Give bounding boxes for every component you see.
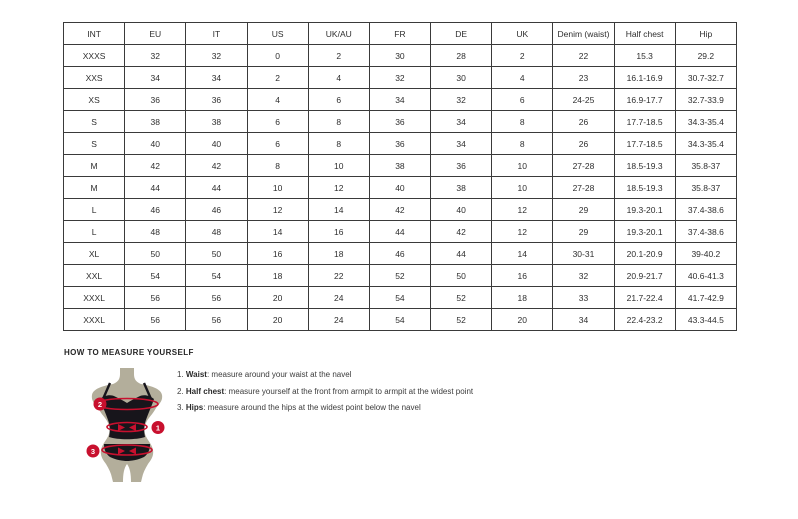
table-cell: 24 bbox=[308, 287, 369, 309]
measure-steps bbox=[177, 371, 473, 421]
table-cell: 56 bbox=[125, 287, 186, 309]
table-cell: 40 bbox=[186, 133, 247, 155]
table-cell: 26 bbox=[553, 111, 614, 133]
measure-step: 2. Half chest: measure yourself at the front from armpit to armpit at the widest point bbox=[177, 386, 474, 396]
table-cell: 6 bbox=[308, 89, 369, 111]
table-cell: 48 bbox=[125, 221, 186, 243]
table-cell: 32 bbox=[125, 45, 186, 67]
table-cell: 21.7-22.4 bbox=[614, 287, 675, 309]
table-cell: 4 bbox=[492, 67, 553, 89]
svg-text:3: 3 bbox=[90, 446, 96, 456]
chest-marker bbox=[94, 398, 107, 411]
table-cell: 24 bbox=[308, 309, 369, 331]
table-cell: 43.3-44.5 bbox=[675, 309, 736, 331]
table-cell: 30.7-32.7 bbox=[675, 67, 736, 89]
table-cell: 35.8-37 bbox=[675, 155, 736, 177]
size-table bbox=[63, 22, 737, 331]
table-cell: 39-40.2 bbox=[675, 243, 736, 265]
table-cell: 50 bbox=[186, 243, 247, 265]
table-cell: 56 bbox=[186, 309, 247, 331]
table-cell: 8 bbox=[492, 111, 553, 133]
column-header: IT bbox=[186, 23, 247, 45]
table-cell: 20 bbox=[492, 309, 553, 331]
table-header-row bbox=[64, 23, 737, 45]
table-cell: 44 bbox=[431, 243, 492, 265]
table-cell: 6 bbox=[247, 133, 308, 155]
table-cell: 36 bbox=[431, 155, 492, 177]
table-cell: 35.8-37 bbox=[675, 177, 736, 199]
column-header: INT bbox=[64, 23, 125, 45]
table-cell: 50 bbox=[125, 243, 186, 265]
table-row bbox=[64, 221, 737, 243]
table-cell: L bbox=[64, 221, 125, 243]
table-cell: 22.4-23.2 bbox=[614, 309, 675, 331]
table-row bbox=[64, 199, 737, 221]
table-cell: 18 bbox=[492, 287, 553, 309]
table-cell: 27-28 bbox=[553, 177, 614, 199]
column-header: Half chest bbox=[614, 23, 675, 45]
hips-marker bbox=[87, 445, 100, 458]
table-cell: S bbox=[64, 133, 125, 155]
column-header: Hip bbox=[675, 23, 736, 45]
table-row bbox=[64, 155, 737, 177]
table-cell: M bbox=[64, 155, 125, 177]
table-cell: 38 bbox=[369, 155, 430, 177]
table-cell: 14 bbox=[492, 243, 553, 265]
table-cell: 48 bbox=[186, 221, 247, 243]
table-cell: 18.5-19.3 bbox=[614, 155, 675, 177]
column-header: UK bbox=[492, 23, 553, 45]
column-header: FR bbox=[369, 23, 430, 45]
waist-marker bbox=[152, 421, 165, 434]
table-cell: 40.6-41.3 bbox=[675, 265, 736, 287]
table-cell: 17.7-18.5 bbox=[614, 111, 675, 133]
table-cell: 12 bbox=[492, 221, 553, 243]
table-cell: 36 bbox=[369, 111, 430, 133]
table-cell: 46 bbox=[125, 199, 186, 221]
table-cell: 6 bbox=[492, 89, 553, 111]
table-cell: 56 bbox=[125, 309, 186, 331]
table-cell: 37.4-38.6 bbox=[675, 221, 736, 243]
table-cell: 20.1-20.9 bbox=[614, 243, 675, 265]
table-cell: 34 bbox=[431, 133, 492, 155]
table-cell: 14 bbox=[247, 221, 308, 243]
table-cell: 23 bbox=[553, 67, 614, 89]
table-cell: 34 bbox=[553, 309, 614, 331]
table-cell: 36 bbox=[369, 133, 430, 155]
table-cell: 40 bbox=[431, 199, 492, 221]
table-cell: XL bbox=[64, 243, 125, 265]
table-cell: 16 bbox=[492, 265, 553, 287]
table-cell: 56 bbox=[186, 287, 247, 309]
column-header: Denim (waist) bbox=[553, 23, 614, 45]
table-cell: 52 bbox=[431, 309, 492, 331]
table-row bbox=[64, 45, 737, 67]
table-cell: 10 bbox=[247, 177, 308, 199]
table-cell: 30-31 bbox=[553, 243, 614, 265]
table-cell: 54 bbox=[369, 309, 430, 331]
table-cell: 32 bbox=[553, 265, 614, 287]
table-cell: 34 bbox=[369, 89, 430, 111]
table-row bbox=[64, 243, 737, 265]
table-row bbox=[64, 67, 737, 89]
table-cell: 2 bbox=[247, 67, 308, 89]
table-cell: 16 bbox=[247, 243, 308, 265]
table-cell: 52 bbox=[369, 265, 430, 287]
table-cell: 18.5-19.3 bbox=[614, 177, 675, 199]
table-cell: 22 bbox=[308, 265, 369, 287]
table-cell: XS bbox=[64, 89, 125, 111]
table-cell: 42 bbox=[369, 199, 430, 221]
table-row bbox=[64, 111, 737, 133]
table-cell: 27-28 bbox=[553, 155, 614, 177]
table-cell: 10 bbox=[492, 177, 553, 199]
table-cell: 40 bbox=[369, 177, 430, 199]
table-cell: 4 bbox=[308, 67, 369, 89]
mannequin-figure bbox=[74, 368, 174, 483]
table-cell: 34 bbox=[125, 67, 186, 89]
table-cell: L bbox=[64, 199, 125, 221]
table-cell: 19.3-20.1 bbox=[614, 199, 675, 221]
table-row bbox=[64, 265, 737, 287]
table-cell: 52 bbox=[431, 287, 492, 309]
table-cell: 44 bbox=[369, 221, 430, 243]
table-cell: XXXL bbox=[64, 287, 125, 309]
table-cell: 32 bbox=[369, 67, 430, 89]
table-cell: 42 bbox=[125, 155, 186, 177]
table-cell: 36 bbox=[125, 89, 186, 111]
table-cell: 38 bbox=[431, 177, 492, 199]
table-cell: 44 bbox=[125, 177, 186, 199]
table-cell: XXS bbox=[64, 67, 125, 89]
table-cell: 10 bbox=[492, 155, 553, 177]
table-cell: 50 bbox=[431, 265, 492, 287]
table-row bbox=[64, 309, 737, 331]
table-cell: 41.7-42.9 bbox=[675, 287, 736, 309]
table-cell: 42 bbox=[186, 155, 247, 177]
table-cell: 16.1-16.9 bbox=[614, 67, 675, 89]
column-header: UK/AU bbox=[308, 23, 369, 45]
table-cell: 17.7-18.5 bbox=[614, 133, 675, 155]
table-cell: 12 bbox=[492, 199, 553, 221]
table-cell: 37.4-38.6 bbox=[675, 199, 736, 221]
table-cell: 36 bbox=[186, 89, 247, 111]
table-cell: 32 bbox=[186, 45, 247, 67]
table-cell: 2 bbox=[308, 45, 369, 67]
table-cell: 22 bbox=[553, 45, 614, 67]
svg-text:1: 1 bbox=[155, 423, 161, 433]
table-cell: 15.3 bbox=[614, 45, 675, 67]
table-cell: 12 bbox=[308, 177, 369, 199]
table-cell: 10 bbox=[308, 155, 369, 177]
table-cell: XXXS bbox=[64, 45, 125, 67]
table-row bbox=[64, 89, 737, 111]
table-cell: 32 bbox=[431, 89, 492, 111]
table-cell: 12 bbox=[247, 199, 308, 221]
table-cell: 16.9-17.7 bbox=[614, 89, 675, 111]
table-cell: 0 bbox=[247, 45, 308, 67]
table-cell: 38 bbox=[125, 111, 186, 133]
table-cell: 44 bbox=[186, 177, 247, 199]
table-cell: 28 bbox=[431, 45, 492, 67]
table-cell: 4 bbox=[247, 89, 308, 111]
table-cell: 29 bbox=[553, 221, 614, 243]
table-cell: 34.3-35.4 bbox=[675, 133, 736, 155]
table-row bbox=[64, 177, 737, 199]
mannequin-illustration bbox=[74, 368, 174, 483]
table-cell: 20 bbox=[247, 309, 308, 331]
table-cell: 8 bbox=[308, 111, 369, 133]
table-cell: XXL bbox=[64, 265, 125, 287]
table-cell: 6 bbox=[247, 111, 308, 133]
table-cell: 40 bbox=[125, 133, 186, 155]
table-cell: 30 bbox=[431, 67, 492, 89]
table-cell: 20 bbox=[247, 287, 308, 309]
table-cell: S bbox=[64, 111, 125, 133]
column-header: DE bbox=[431, 23, 492, 45]
table-cell: 8 bbox=[247, 155, 308, 177]
table-cell: 19.3-20.1 bbox=[614, 221, 675, 243]
table-cell: 8 bbox=[492, 133, 553, 155]
measure-step: 1. Waist: measure around your waist at the navel bbox=[177, 370, 352, 379]
table-row bbox=[64, 133, 737, 155]
table-cell: 46 bbox=[369, 243, 430, 265]
table-cell: 33 bbox=[553, 287, 614, 309]
measure-step: 3. Hips: measure around the hips at the widest point below the navel bbox=[177, 403, 421, 412]
table-cell: 18 bbox=[308, 243, 369, 265]
table-cell: 14 bbox=[308, 199, 369, 221]
table-cell: 26 bbox=[553, 133, 614, 155]
table-cell: 20.9-21.7 bbox=[614, 265, 675, 287]
table-cell: 38 bbox=[186, 111, 247, 133]
table-cell: 18 bbox=[247, 265, 308, 287]
table-cell: 24-25 bbox=[553, 89, 614, 111]
table-cell: XXXL bbox=[64, 309, 125, 331]
table-cell: 34 bbox=[186, 67, 247, 89]
table-cell: 34.3-35.4 bbox=[675, 111, 736, 133]
svg-text:2: 2 bbox=[97, 399, 103, 409]
table-cell: M bbox=[64, 177, 125, 199]
table-cell: 34 bbox=[431, 111, 492, 133]
table-cell: 30 bbox=[369, 45, 430, 67]
table-cell: 8 bbox=[308, 133, 369, 155]
table-cell: 32.7-33.9 bbox=[675, 89, 736, 111]
column-header: EU bbox=[125, 23, 186, 45]
table-cell: 54 bbox=[125, 265, 186, 287]
table-cell: 16 bbox=[308, 221, 369, 243]
table-cell: 46 bbox=[186, 199, 247, 221]
table-cell: 2 bbox=[492, 45, 553, 67]
table-row bbox=[64, 287, 737, 309]
table-cell: 29 bbox=[553, 199, 614, 221]
table-cell: 29.2 bbox=[675, 45, 736, 67]
guide-title: HOW TO MEASURE YOURSELF bbox=[64, 348, 194, 357]
table-cell: 54 bbox=[186, 265, 247, 287]
table-cell: 54 bbox=[369, 287, 430, 309]
column-header: US bbox=[247, 23, 308, 45]
table-cell: 42 bbox=[431, 221, 492, 243]
